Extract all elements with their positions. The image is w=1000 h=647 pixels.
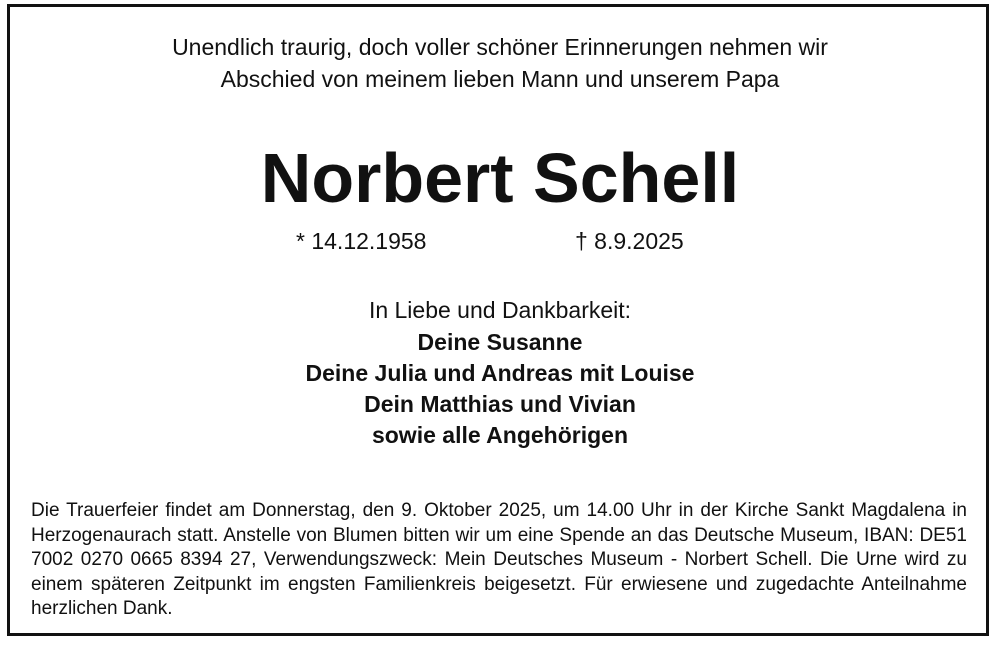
intro-line-2: Abschied von meinem lieben Mann und unserem Papa: [220, 66, 780, 92]
birth-date: * 14.12.1958: [296, 228, 427, 254]
intro-text: [0, 31, 1000, 95]
family-member: Deine Susanne: [417, 329, 583, 355]
intro-line-1: Unendlich traurig, doch voller schöner Erinnerungen nehmen wir: [172, 34, 828, 60]
death-date: † 8.9.2025: [575, 228, 684, 254]
service-details: Die Trauerfeier findet am Donnerstag, den 9. Oktober 2025, um 14.00 Uhr in der Kirche Sankt Magdalena in Herzogenaurach statt. Anstelle von Blumen bitten wir um eine Spende an das Deutsche Museum, IBAN: DE51 7002 0270 0665 8394 27, Verwendungszweck: Mein Deutsches Museum - Norbert Schell. Die Urne wird zu einem späteren Zeitpunkt im engsten Familienkreis beigesetzt. Für erwiesene und zugedachte Anteilnahme herzlichen Dank.: [31, 500, 967, 620]
thanks-line: In Liebe und Dankbarkeit:: [368, 297, 632, 323]
family-member: sowie alle Angehörigen: [371, 422, 629, 448]
family-member: Deine Julia und Andreas mit Louise: [305, 360, 695, 386]
deceased-name: Norbert Schell: [260, 139, 740, 217]
family-list: [0, 327, 1000, 451]
family-member: Dein Matthias und Vivian: [364, 391, 636, 417]
